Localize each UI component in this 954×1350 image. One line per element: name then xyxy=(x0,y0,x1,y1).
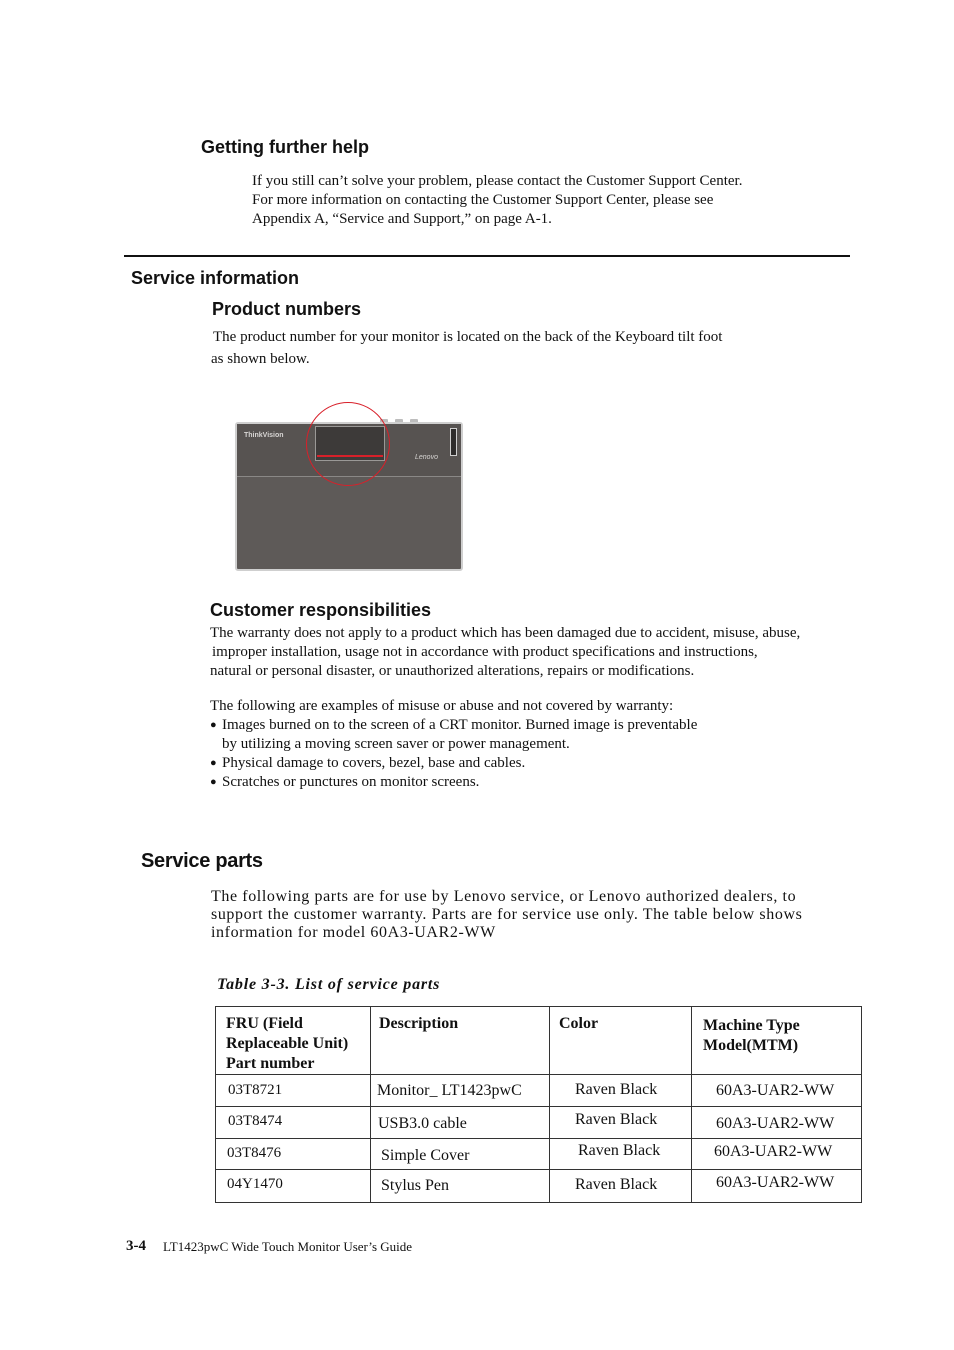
cell-mtm: 60A3-UAR2-WW xyxy=(692,1107,862,1139)
cell-mtm: 60A3-UAR2-WW xyxy=(692,1139,862,1170)
header-line: Replaceable Unit) xyxy=(226,1035,349,1052)
table-header-row xyxy=(216,1007,862,1075)
cell-description: Simple Cover xyxy=(371,1139,550,1170)
header-line: Machine Type xyxy=(703,1017,800,1034)
text-line: For more information on contacting the Customer Support Center, please see xyxy=(252,192,714,208)
bullet-icon: ● xyxy=(210,719,217,731)
list-item-text: Scratches or punctures on monitor screens. xyxy=(222,774,480,790)
header-line: FRU (Field xyxy=(226,1015,303,1032)
header-fru xyxy=(216,1007,371,1075)
customer-resp-line-3: natural or personal disaster, or unauthorized alterations, repairs or modifications. xyxy=(210,663,695,679)
cell-mtm: 60A3-UAR2-WW xyxy=(692,1170,862,1203)
list-item-text: Images burned on to the screen of a CRT monitor. Burned image is preventable xyxy=(222,717,698,733)
cell-color: Raven Black xyxy=(550,1170,692,1203)
further-help-text xyxy=(252,172,742,229)
brand-logo-lenovo: Lenovo xyxy=(415,454,438,461)
service-parts-table xyxy=(215,1006,862,1203)
footer-title: LT1423pwC Wide Touch Monitor User’s Guide xyxy=(163,1239,413,1254)
cell-part-number: 04Y1470 xyxy=(216,1170,371,1203)
table-row xyxy=(216,1170,862,1203)
table-caption: Table 3-3. List of service parts xyxy=(217,976,441,993)
highlight-circle xyxy=(306,402,390,486)
side-slot xyxy=(450,428,457,456)
header-line: Model(MTM) xyxy=(703,1037,799,1054)
further-help-heading: Getting further help xyxy=(201,137,369,157)
examples-intro: The following are examples of misuse or abuse and not covered by warranty: xyxy=(210,698,674,714)
cell-part-number: 03T8474 xyxy=(216,1107,371,1139)
cell-description: Monitor_ LT1423pwC xyxy=(371,1075,550,1107)
cell-description: USB3.0 cable xyxy=(371,1107,550,1139)
cell-color: Raven Black xyxy=(550,1139,692,1170)
text-line: support the customer warranty. Parts are for service use only. The table below shows xyxy=(211,906,803,923)
header-description: Description xyxy=(371,1007,550,1075)
customer-resp-line-2: improper installation, usage not in accordance with product specifications and instructions, xyxy=(212,644,758,660)
list-item-text: by utilizing a moving screen saver or power management. xyxy=(222,736,570,752)
bullet-icon: ● xyxy=(210,757,217,769)
header-mtm xyxy=(692,1007,862,1075)
cell-part-number: 03T8476 xyxy=(216,1139,371,1170)
cell-description: Stylus Pen xyxy=(371,1170,550,1203)
page-number: 3-4 xyxy=(126,1238,146,1254)
header-color: Color xyxy=(550,1007,692,1075)
product-numbers-line-1: The product number for your monitor is located on the back of the Keyboard tilt foot xyxy=(213,329,723,345)
bullet-icon: ● xyxy=(210,776,217,788)
table-row xyxy=(216,1107,862,1139)
table-row xyxy=(216,1139,862,1170)
list-item-text: Physical damage to covers, bezel, base and cables. xyxy=(222,755,526,771)
service-parts-text xyxy=(211,888,802,942)
product-numbers-heading: Product numbers xyxy=(212,299,362,319)
text-line: Appendix A, “Service and Support,” on page A-1. xyxy=(252,211,552,227)
brand-logo-thinkvision: ThinkVision xyxy=(244,432,284,439)
service-info-heading: Service information xyxy=(131,268,300,288)
cell-color: Raven Black xyxy=(550,1075,692,1107)
customer-resp-heading: Customer responsibilities xyxy=(210,600,432,620)
text-line: information for model 60A3-UAR2-WW xyxy=(211,924,496,941)
customer-resp-line-1: The warranty does not apply to a product which has been damaged due to accident, misuse, abuse, xyxy=(210,625,801,641)
header-line: Part number xyxy=(226,1055,315,1072)
table-row xyxy=(216,1075,862,1107)
section-divider xyxy=(124,255,850,257)
cell-mtm: 60A3-UAR2-WW xyxy=(692,1075,862,1107)
cell-part-number: 03T8721 xyxy=(216,1075,371,1107)
cell-color: Raven Black xyxy=(550,1107,692,1139)
text-line: If you still can’t solve your problem, please contact the Customer Support Center. xyxy=(252,173,743,189)
text-line: The following parts are for use by Lenovo service, or Lenovo authorized dealers, to xyxy=(211,888,797,905)
service-parts-heading: Service parts xyxy=(141,850,263,872)
product-numbers-line-2: as shown below. xyxy=(211,351,310,367)
